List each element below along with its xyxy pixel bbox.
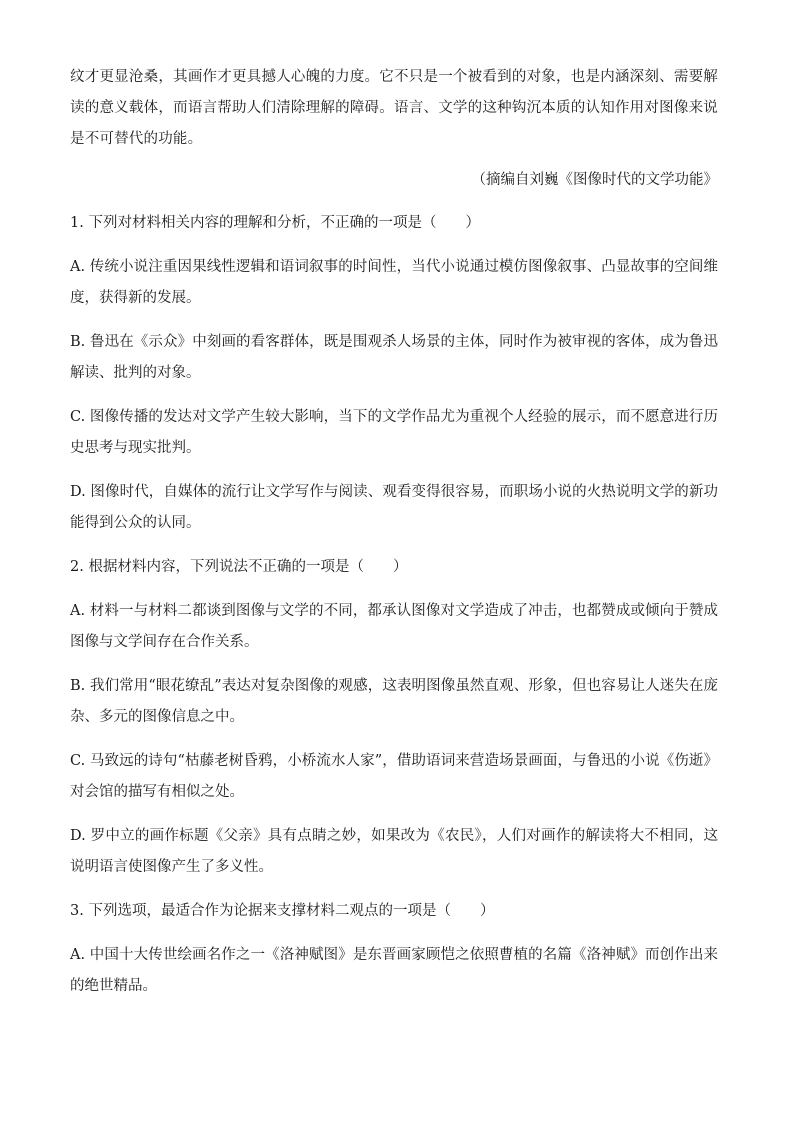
option-c: C. 马致远的诗句“枯藤老树昏鸦，小桥流水人家”，借助语词来营造场景画面，与鲁迅的小说《伤逝》对会馆的描写有相似之处。 <box>70 753 718 800</box>
question-2 <box>70 552 718 883</box>
document-page <box>70 62 718 1015</box>
option-a: A. 中国十大传世绘画名作之一《洛神赋图》是东晋画家顾恺之依照曹植的名篇《洛神赋》而创作出来的绝世精品。 <box>70 947 718 994</box>
question-stem: 3. 下列选项，最适合作为论据来支撑材料二观点的一项是（ ） <box>70 903 495 919</box>
option-a: A. 材料一与材料二都谈到图像与文学的不同，都承认图像对文学造成了冲击，也都赞成或倾向于赞成图像与文学间存在合作关系。 <box>70 603 718 650</box>
option-b: B. 鲁迅在《示众》中刻画的看客群体，既是围观杀人场景的主体，同时作为被审视的客体，成为鲁迅解读、批判的对象。 <box>70 334 718 381</box>
option-c: C. 图像传播的发达对文学产生较大影响，当下的文学作品尤为重视个人经验的展示，而不愿意进行历史思考与现实批判。 <box>70 409 718 456</box>
option-d: D. 罗中立的画作标题《父亲》具有点睛之妙，如果改为《农民》，人们对画作的解读将大不相同，这说明语言使图像产生了多义性。 <box>70 828 718 875</box>
question-3 <box>70 896 718 1002</box>
option-b: B. 我们常用“眼花缭乱”表达对复杂图像的观感，这表明图像虽然直观、形象，但也容易让人迷失在庞杂、多元的图像信息之中。 <box>70 678 718 725</box>
question-stem: 2. 根据材料内容，下列说法不正确的一项是（ ） <box>70 559 408 575</box>
passage-source: （摘编自刘巍《图像时代的文学功能》 <box>471 172 718 188</box>
question-stem: 1. 下列对材料相关内容的理解和分析，不正确的一项是（ ） <box>70 215 480 231</box>
question-1 <box>70 208 718 539</box>
option-d: D. 图像时代，自媒体的流行让文学写作与阅读、观看变得很容易，而职场小说的火热说明文学的新功能得到公众的认同。 <box>70 484 718 531</box>
passage-paragraph: 纹才更显沧桑，其画作才更具撼人心魄的力度。它不只是一个被看到的对象，也是内涵深刻、需要解读的意义载体，而语言帮助人们清除理解的障碍。语言、文学的这种钩沉本质的认知作用对图像来说是不可替代的功能。 <box>70 69 718 147</box>
option-a: A. 传统小说注重因果线性逻辑和语词叙事的时间性，当代小说通过模仿图像叙事、凸显故事的空间维度，获得新的发展。 <box>70 259 718 306</box>
